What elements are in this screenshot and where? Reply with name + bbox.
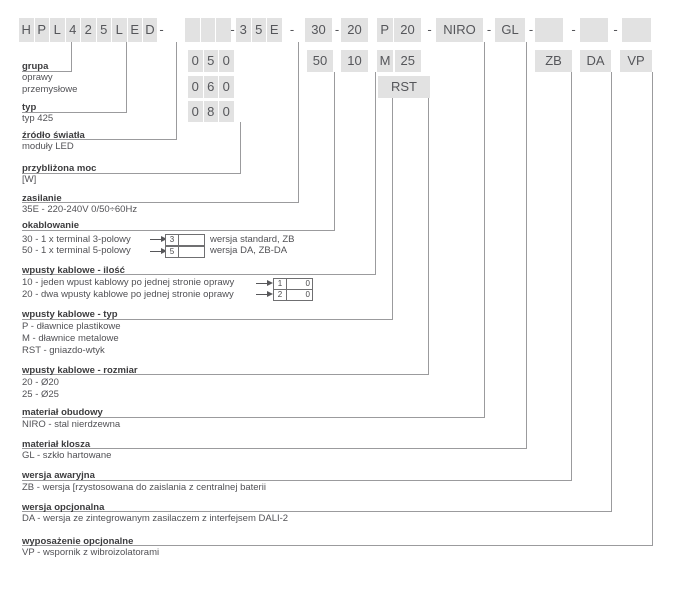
arrow-icon: [256, 280, 273, 287]
section-title-material-klosza: materiał klosza: [22, 438, 91, 450]
code-box-8: 8: [204, 101, 219, 123]
code-separator: -: [571, 22, 576, 37]
option-row-text: 10 - jeden wpust kablowy po jednej stronie oprawy: [22, 277, 235, 288]
code-separator: -: [230, 22, 235, 37]
section-title-typ: typ: [22, 102, 37, 113]
value-box-second-digit: 0: [286, 290, 312, 300]
section-title-wpusty-kablowe-rozmiar: wpusty kablowe - rozmiar: [22, 364, 138, 376]
code-box-0: 0: [188, 76, 203, 99]
value-box: [273, 289, 313, 301]
section-title-wersja-opcjonalna: wersja opcjonalna: [22, 501, 105, 513]
section-value-line: VP - wspornik z wibroizolatorami: [22, 547, 160, 558]
code-box-30: 30: [305, 18, 332, 42]
code-box-6: 6: [204, 76, 219, 99]
code-box-zb: ZB: [535, 50, 572, 72]
code-box-20: 20: [394, 18, 421, 42]
connector-vertical: [484, 42, 485, 417]
connector-vertical: [176, 42, 177, 140]
code-box-da: DA: [580, 50, 611, 72]
code-box-50: 50: [307, 50, 333, 72]
code-box-blank: [201, 18, 216, 42]
code-box-blank: [622, 18, 651, 42]
code-box-d: D: [143, 18, 157, 42]
code-box-m: M: [377, 50, 393, 72]
connector-vertical: [611, 72, 612, 512]
option-row-note: wersja standard, ZB: [210, 233, 295, 245]
value-box-second-digit: 0: [286, 279, 312, 289]
option-row-text: 50 - 1 x terminal 5-polowy: [22, 245, 131, 256]
section-rule: [22, 480, 572, 481]
code-box-0: 0: [219, 101, 234, 123]
code-box-5: 5: [97, 18, 112, 42]
section-value-line: przemysłowe: [22, 84, 78, 95]
connector-vertical: [298, 42, 299, 203]
section-value-line: M - dławnice metalowe: [22, 332, 119, 344]
code-box-3: 3: [236, 18, 251, 42]
section-value-line: DA - wersja ze zintegrowanym zasilaczem z interfejsem DALI-2: [22, 513, 289, 524]
code-box-4: 4: [66, 18, 81, 42]
section-title-material-obudowy: materiał obudowy: [22, 407, 103, 418]
code-box-0: 0: [188, 101, 203, 123]
section-value-line: typ 425: [22, 113, 54, 124]
code-box-0: 0: [219, 76, 234, 99]
section-title-przyblizona-moc: przybliżona moc: [22, 163, 97, 174]
option-row-note: wersja DA, ZB-DA: [210, 245, 288, 256]
connector-vertical: [652, 72, 653, 546]
section-value-line: RST - gniazdo-wtyk: [22, 344, 105, 356]
value-box-second-digit: [178, 235, 204, 245]
code-box-p: P: [35, 18, 50, 42]
code-separator: -: [334, 22, 340, 37]
connector-vertical: [375, 72, 376, 275]
connector-vertical: [392, 98, 393, 319]
section-value-line: NIRO - stal nierdzewna: [22, 418, 121, 430]
section-title-wpusty-kablowe-ilosc: wpusty kablowe - ilość: [22, 264, 125, 276]
code-box-e: E: [128, 18, 143, 42]
code-box-rst: RST: [378, 76, 430, 99]
code-box-5: 5: [252, 18, 267, 42]
value-box-first-digit: 3: [169, 235, 175, 244]
value-box: [273, 278, 313, 290]
section-title-zrodlo-swiatla: źródło światła: [22, 129, 85, 141]
code-box-2: 2: [81, 18, 96, 42]
section-rule: [22, 448, 527, 449]
code-box-5: 5: [204, 50, 219, 72]
value-box-first-digit: 2: [277, 290, 283, 299]
code-separator: -: [427, 22, 432, 37]
section-value-line: [W]: [22, 174, 37, 185]
code-box-blank: [580, 18, 608, 42]
code-box-20: 20: [341, 18, 368, 42]
connector-vertical: [71, 42, 72, 71]
section-rule: [22, 511, 612, 512]
section-value-line: 25 - Ø25: [22, 388, 59, 400]
code-box-0: 0: [219, 50, 234, 72]
code-box-e: E: [267, 18, 282, 42]
section-title-wersja-awaryjna: wersja awaryjna: [22, 470, 95, 481]
section-value-line: moduły LED: [22, 140, 74, 152]
value-box: [165, 234, 205, 246]
value-box-second-digit: [178, 247, 204, 257]
value-box-first-digit: 5: [169, 246, 175, 256]
code-box-25: 25: [395, 50, 422, 72]
code-box-10: 10: [341, 50, 368, 72]
code-box-niro: NIRO: [436, 18, 483, 42]
section-title-okablowanie: okablowanie: [22, 220, 80, 231]
code-box-blank: [535, 18, 563, 42]
section-value-line: ZB - wersja [rzystosowana do zaislania z centralnej baterii: [22, 481, 266, 493]
code-separator: -: [289, 22, 295, 37]
connector-vertical: [240, 122, 241, 173]
code-box-h: H: [19, 18, 34, 42]
section-title-grupa: grupa: [22, 61, 49, 72]
code-box-0: 0: [188, 50, 203, 72]
arrow-icon: [256, 291, 273, 298]
code-box-l: L: [112, 18, 127, 42]
section-value-line: 20 - Ø20: [22, 376, 59, 388]
code-box-p: P: [377, 18, 393, 42]
code-separator: -: [486, 22, 492, 37]
code-box-gl: GL: [495, 18, 525, 42]
section-title-wpusty-kablowe-typ: wpusty kablowe - typ: [22, 309, 118, 320]
value-box: [165, 246, 205, 258]
code-separator: -: [613, 22, 618, 37]
section-value-line: oprawy: [22, 72, 53, 83]
connector-vertical: [334, 72, 335, 230]
code-separator: -: [528, 22, 534, 37]
option-row-text: 20 - dwa wpusty kablowe po jednej stronie oprawy: [22, 288, 234, 300]
section-value-line: P - dławnice plastikowe: [22, 320, 121, 332]
connector-vertical: [526, 42, 527, 449]
code-box-l: L: [50, 18, 65, 42]
section-title-wyposazenie-opcjonalne: wyposażenie opcjonalne: [22, 535, 134, 547]
section-value-line: 35E - 220-240V 0/50÷60Hz: [22, 203, 138, 215]
code-box-blank: [185, 18, 200, 42]
value-box-first-digit: 1: [277, 278, 283, 288]
connector-vertical: [428, 98, 429, 374]
connector-vertical: [571, 72, 572, 480]
code-box-vp: VP: [620, 50, 652, 72]
section-value-line: GL - szkło hartowane: [22, 450, 112, 461]
option-row-text: 30 - 1 x terminal 3-polowy: [22, 233, 131, 245]
connector-vertical: [126, 42, 127, 112]
code-separator: -: [159, 22, 164, 37]
section-title-zasilanie: zasilanie: [22, 192, 62, 204]
